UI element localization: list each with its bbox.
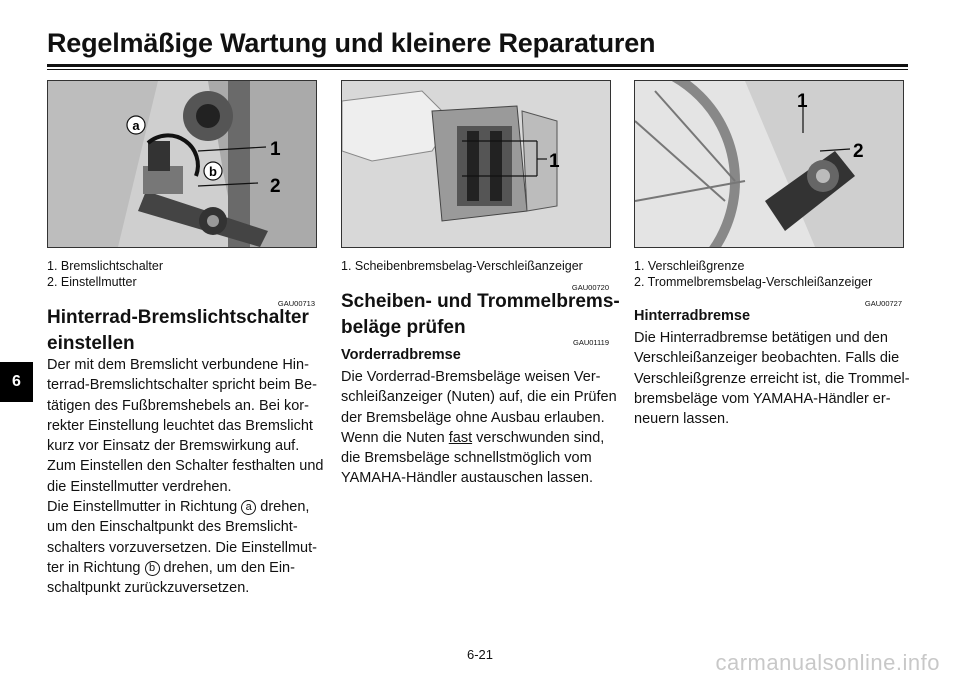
text-line: schalters vorzuversetzen. Die Einstellmut-	[47, 539, 317, 556]
figure3-caption	[634, 258, 872, 290]
header-rule	[47, 64, 908, 67]
section-heading	[341, 289, 620, 341]
chapter-tab: 6	[0, 362, 33, 402]
heading-line: Hinterrad-Bremslichtschalter	[47, 307, 309, 328]
caption-item: 2. Einstellmutter	[47, 275, 137, 289]
watermark: carmanualsonline.info	[715, 650, 940, 675]
heading-line: einstellen	[47, 333, 135, 354]
figure-disc-brake-pads	[341, 80, 611, 248]
text-line: Verschleißanzeiger beobachten. Falls die	[634, 350, 900, 367]
paragraph	[47, 355, 323, 599]
caption-item: 2. Trommelbremsbelag-Verschleißanzeiger	[634, 275, 873, 289]
figure2-caption	[341, 258, 583, 274]
underlined-word: fast	[448, 429, 473, 446]
paragraph	[341, 367, 617, 489]
text-line: tätigen des Fußbremshebels an. Bei kor-	[47, 397, 309, 414]
text-line: kurz vor Einsatz der Bremswirkung auf.	[47, 438, 300, 455]
figure3-label-1: 1	[797, 91, 808, 112]
caption-item: 1. Bremslichtschalter	[47, 259, 164, 273]
figure2-label-1: 1	[549, 151, 560, 172]
header-rule-thin	[47, 69, 908, 70]
direction-a-symbol: a	[241, 500, 256, 515]
text-line: rekter Einstellung leuchtet das Bremslicht	[47, 417, 313, 434]
figure-drum-brake	[634, 80, 904, 248]
section-code: GAU01119	[573, 338, 609, 347]
section-code: GAU00720	[571, 283, 609, 292]
caption-item: 1. Verschleißgrenze	[634, 259, 745, 273]
text-line: Wenn die Nuten fast verschwunden sind,	[341, 429, 605, 446]
caption-item: 1. Scheibenbremsbelag-Verschleißanzeiger	[341, 259, 583, 273]
figure-label-a: a	[132, 118, 140, 133]
figure3-label-2: 2	[853, 141, 864, 162]
figure1-caption	[47, 258, 163, 290]
text-line: um den Einschaltpunkt des Bremslicht-	[47, 519, 298, 536]
text-line: Verschleißgrenze erreicht ist, die Trommel-	[634, 370, 910, 387]
figure-label-1: 1	[270, 139, 281, 160]
text-line: Die Einstellmutter in Richtung a drehen,	[47, 499, 310, 516]
direction-b-symbol: b	[145, 561, 160, 576]
text-line: Der mit dem Bremslicht verbundene Hin-	[47, 357, 309, 373]
text-line: bremsbeläge vom YAMAHA-Händler er-	[634, 390, 891, 407]
figure-brake-light-switch	[47, 80, 317, 248]
subheading: Vorderradbremse	[341, 347, 461, 363]
page-number: 6-21	[466, 647, 494, 662]
text-line: schaltpunkt zurückzuversetzen.	[47, 580, 250, 597]
section-code: GAU00727	[864, 299, 902, 308]
figure-label-2: 2	[270, 176, 281, 197]
text-line: Zum Einstellen den Schalter festhalten und	[47, 458, 324, 475]
text-line: YAMAHA-Händler austauschen lassen.	[341, 470, 593, 487]
figure-label-b: b	[209, 164, 217, 179]
subheading: Hinterradbremse	[634, 308, 751, 324]
text-line: terrad-Bremslichtschalter spricht beim Be-	[47, 377, 317, 394]
heading-line: beläge prüfen	[341, 317, 466, 338]
section-heading	[47, 305, 309, 357]
paragraph	[634, 328, 910, 429]
text-line: Die Vorderrad-Bremsbeläge weisen Ver-	[341, 369, 601, 385]
text-line: ter in Richtung b drehen, um den Ein-	[47, 559, 295, 576]
text-line: die Einstellmutter verdrehen.	[47, 478, 232, 495]
text-line: Die Hinterradbremse betätigen und den	[634, 330, 888, 346]
page-title: Regelmäßige Wartung und kleinere Reparaturen	[47, 28, 656, 58]
text-line: schleißanzeiger (Nuten) auf, die ein Prüfen	[341, 389, 617, 406]
heading-line: Scheiben- und Trommelbrems-	[341, 291, 620, 312]
text-line: neuern lassen.	[634, 411, 730, 428]
section-code: GAU00713	[277, 299, 315, 308]
text-line: die Bremsbeläge schnellstmöglich vom	[341, 450, 592, 467]
text-line: der Bremsbeläge ohne Ausbau erlauben.	[341, 409, 605, 426]
